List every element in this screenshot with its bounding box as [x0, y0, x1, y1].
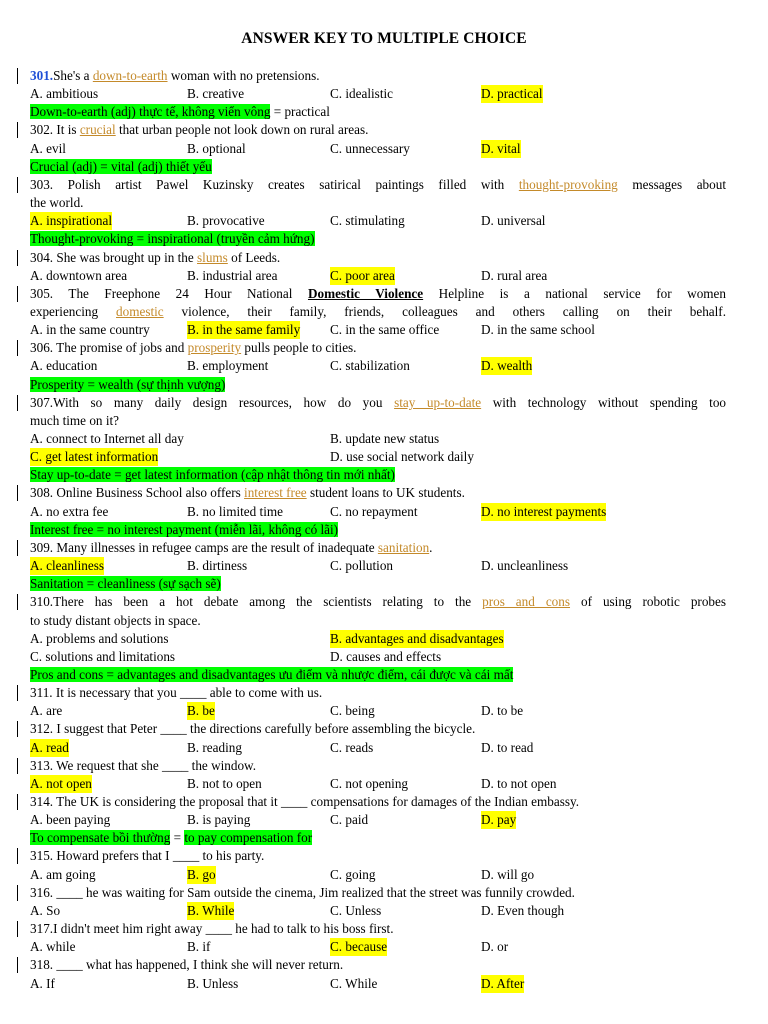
- option: D. will go: [481, 866, 535, 882]
- explanation-highlight: Interest free = no interest payment (miễn lãi, không có lãi): [30, 521, 339, 537]
- option: B. dirtiness: [187, 558, 248, 574]
- question-text: pulls people to cities.: [241, 340, 357, 356]
- question-text: She was brought up in the: [53, 249, 198, 265]
- option: C. solutions and limitations: [30, 648, 176, 664]
- question-margin-bar: [17, 758, 18, 774]
- question-margin-bar: [17, 177, 18, 193]
- options-row: [30, 648, 726, 666]
- question-text: We request that she ____ the window.: [53, 757, 257, 773]
- explanation-text: = practical: [270, 104, 330, 120]
- option: A. are: [30, 703, 63, 719]
- explanation-text: =: [170, 830, 185, 846]
- question-text: of using robotic probes: [570, 594, 726, 610]
- option: B. industrial area: [187, 267, 278, 283]
- correct-option: D. pay: [481, 812, 517, 828]
- question-margin-bar: [17, 122, 18, 138]
- options-row: [30, 321, 726, 339]
- explanation-note: [30, 376, 726, 394]
- explanation-highlight: Thought-provoking = inspirational (truyền cảm hứng): [30, 231, 315, 247]
- question-margin-bar: [17, 594, 18, 610]
- options-row: [30, 85, 726, 103]
- option: A. am going: [30, 866, 96, 882]
- option: B. creative: [187, 86, 245, 102]
- question-margin-bar: [17, 921, 18, 937]
- explanation-note: [30, 103, 726, 121]
- question-number: 301.: [30, 68, 54, 83]
- option: D. causes and effects: [330, 648, 442, 664]
- correct-option: A. inspirational: [30, 213, 113, 229]
- question-keyword: down-to-earth: [92, 68, 168, 83]
- option: D. universal: [481, 213, 546, 229]
- question-number: 317.: [30, 921, 54, 937]
- options-row: [30, 975, 726, 993]
- question-stem: [30, 249, 726, 267]
- option: A. So: [30, 902, 61, 918]
- question-number: 312.: [30, 721, 54, 737]
- question-number: 304.: [30, 249, 54, 265]
- correct-option: D. After: [481, 975, 525, 991]
- option: A. evil: [30, 140, 66, 156]
- question-stem-continued: [30, 412, 726, 430]
- option: C. stabilization: [330, 358, 410, 374]
- question-text: that urban people not look down on rural areas.: [115, 122, 369, 138]
- question-text: to study distant objects in space.: [30, 612, 201, 628]
- question-text: .: [429, 539, 433, 555]
- option: C. being: [330, 703, 375, 719]
- explanation-highlight: Prosperity = wealth (sự thịnh vượng): [30, 376, 226, 392]
- question-text: violence, their family, friends, colleagues and others calling on their behalf.: [163, 303, 726, 319]
- question-margin-bar: [17, 395, 18, 411]
- correct-option: C. because: [330, 939, 388, 955]
- question-text: I didn't meet him right away ____ he had to talk to his boss first.: [53, 921, 394, 937]
- question-number: 308.: [30, 485, 54, 501]
- question-text: She's a: [53, 68, 93, 83]
- question-keyword: domestic: [116, 303, 164, 319]
- question-text: of Leeds.: [227, 249, 281, 265]
- options-row: [30, 267, 726, 285]
- question-text: ____ he was waiting for Sam outside the cinema, Jim realized that the street was funnily crowded.: [53, 884, 575, 900]
- question-text: Polish artist Pawel Kuzinsky creates satirical paintings filled with: [53, 176, 519, 192]
- question-number: 313.: [30, 757, 54, 773]
- question-number: 316.: [30, 884, 54, 900]
- question-stem: [30, 285, 726, 303]
- question-number: 314.: [30, 794, 54, 809]
- question-number: 306.: [30, 340, 54, 356]
- option: B. update new status: [330, 431, 440, 446]
- question-text: the world.: [30, 195, 84, 211]
- question-keyword: sanitation: [377, 539, 430, 555]
- question-stem: [30, 121, 726, 139]
- explanation-highlight: Pros and cons = advantages and disadvantages ưu điểm và nhược điểm, cái được và cái mất: [30, 666, 514, 682]
- option: A. while: [30, 939, 76, 955]
- correct-option: A. cleanliness: [30, 558, 104, 574]
- option: C. unnecessary: [330, 140, 410, 156]
- question-text: The promise of jobs and: [53, 340, 188, 356]
- correct-option: B. While: [187, 902, 235, 918]
- question-text: ____ what has happened, I think she will never return.: [53, 957, 344, 973]
- option: C. Unless: [330, 902, 382, 918]
- question-text: experiencing: [30, 303, 117, 319]
- question-number: 315.: [30, 848, 54, 864]
- option: C. going: [330, 866, 376, 882]
- option: B. employment: [187, 358, 269, 374]
- question-margin-bar: [17, 540, 18, 556]
- correct-option: B. go: [187, 866, 216, 882]
- options-row: [30, 448, 726, 466]
- option: B. if: [187, 939, 211, 955]
- question-number: 302.: [30, 122, 54, 138]
- correct-option: B. advantages and disadvantages: [330, 630, 504, 646]
- option: A. been paying: [30, 812, 111, 828]
- options-row: [30, 866, 726, 884]
- question-text: It is: [53, 122, 80, 138]
- correct-option: B. in the same family: [187, 322, 301, 338]
- question-text: Online Business School also offers: [53, 485, 245, 501]
- question-text: There has been a hot debate among the scientists relating to the: [53, 594, 483, 610]
- question-keyword: prosperity: [187, 340, 242, 356]
- question-stem: [30, 884, 726, 902]
- question-stem: [30, 593, 726, 611]
- question-number: 311.: [30, 685, 53, 701]
- correct-option: C. get latest information: [30, 449, 159, 465]
- option: C. no repayment: [330, 503, 418, 519]
- question-text: messages about: [617, 176, 727, 192]
- question-number: 318.: [30, 957, 54, 973]
- option: B. provocative: [187, 213, 265, 229]
- option: A. education: [30, 358, 98, 374]
- option: D. Even though: [481, 902, 565, 918]
- question-text: with technology without spending too: [481, 394, 727, 410]
- question-stem-continued: [30, 612, 726, 630]
- option: C. stimulating: [330, 213, 405, 229]
- question-text: It is necessary that you ____ able to come with us.: [52, 685, 323, 701]
- correct-option: A. not open: [30, 775, 92, 791]
- explanation-highlight: Down-to-earth (adj) thực tế, không viển vông: [30, 104, 271, 120]
- question-stem-continued: [30, 303, 726, 321]
- question-keyword: Domestic Violence: [307, 285, 424, 301]
- option: D. use social network daily: [330, 449, 474, 465]
- question-keyword: thought-provoking: [518, 176, 618, 192]
- question-stem: [30, 67, 726, 85]
- option: B. optional: [187, 140, 246, 156]
- option: B. Unless: [187, 975, 239, 991]
- option: D. in the same school: [481, 322, 595, 338]
- question-margin-bar: [17, 68, 18, 84]
- option: C. paid: [330, 812, 369, 828]
- options-row: [30, 430, 726, 448]
- question-stem: [30, 847, 726, 865]
- question-text: The Freephone 24 Hour National: [53, 285, 308, 301]
- option: B. is paying: [187, 812, 251, 828]
- option: D. to read: [481, 739, 534, 755]
- correct-option: D. wealth: [481, 358, 533, 374]
- option: C. not opening: [330, 775, 409, 791]
- option: D. uncleanliness: [481, 558, 569, 574]
- explanation-note: [30, 666, 726, 684]
- options-row: [30, 739, 726, 757]
- options-row: [30, 503, 726, 521]
- question-margin-bar: [17, 885, 18, 901]
- question-margin-bar: [17, 721, 18, 737]
- question-number: 307.: [30, 394, 54, 410]
- question-text: woman with no pretensions.: [167, 68, 320, 83]
- question-stem: [30, 757, 726, 775]
- explanation-note: [30, 829, 726, 847]
- options-row: [30, 902, 726, 920]
- question-margin-bar: [17, 250, 18, 266]
- question-margin-bar: [17, 286, 18, 302]
- question-stem: [30, 539, 726, 557]
- option: C. pollution: [330, 558, 394, 574]
- explanation-note: [30, 575, 726, 593]
- explanation-highlight: Crucial (adj) = vital (adj) thiết yếu: [30, 158, 212, 174]
- question-margin-bar: [17, 848, 18, 864]
- explanation-highlight: To compensate bồi thường: [30, 830, 171, 846]
- correct-option: D. practical: [481, 86, 543, 102]
- question-margin-bar: [17, 340, 18, 356]
- option: A. in the same country: [30, 322, 150, 338]
- explanation-highlight: Sanitation = cleanliness (sự sạch sẽ): [30, 576, 221, 592]
- question-stem: [30, 176, 726, 194]
- question-stem: [30, 394, 726, 412]
- option: B. not to open: [187, 775, 262, 791]
- options-row: [30, 630, 726, 648]
- explanation-highlight: Stay up-to-date = get latest information (cập nhật thông tin mới nhất): [30, 467, 395, 483]
- question-stem: [30, 684, 726, 702]
- option: A. problems and solutions: [30, 630, 169, 646]
- question-stem: [30, 956, 726, 974]
- question-text: much time on it?: [30, 412, 119, 428]
- question-keyword: pros and cons: [482, 594, 571, 610]
- question-text: student loans to UK students.: [306, 485, 465, 501]
- explanation-note: [30, 230, 726, 248]
- question-keyword: slums: [197, 249, 228, 265]
- question-number: 310.: [30, 594, 54, 610]
- question-stem: [30, 920, 726, 938]
- question-number: 305.: [30, 285, 54, 301]
- options-row: [30, 140, 726, 158]
- option: C. in the same office: [330, 322, 440, 338]
- option: D. or: [481, 939, 509, 955]
- question-text: I suggest that Peter ____ the directions carefully before assembling the bicycle.: [53, 721, 476, 737]
- option: D. to be: [481, 703, 524, 719]
- question-keyword: stay up-to-date: [394, 394, 482, 410]
- question-margin-bar: [17, 485, 18, 501]
- option: D. rural area: [481, 267, 548, 283]
- options-row: [30, 775, 726, 793]
- question-text: With so many daily design resources, how do you: [53, 394, 395, 410]
- options-row: [30, 557, 726, 575]
- option: C. reads: [330, 739, 374, 755]
- options-row: [30, 212, 726, 230]
- question-keyword: crucial: [79, 122, 116, 138]
- page-title: ANSWER KEY TO MULTIPLE CHOICE: [241, 30, 527, 47]
- correct-option: C. poor area: [330, 267, 395, 283]
- option: A. If: [30, 975, 55, 991]
- question-text: Many illnesses in refugee camps are the result of inadequate: [53, 539, 378, 555]
- option: C. idealistic: [330, 86, 393, 102]
- explanation-highlight: to pay compensation for: [184, 830, 313, 846]
- option: A. no extra fee: [30, 503, 109, 519]
- explanation-note: [30, 521, 726, 539]
- correct-option: A. read: [30, 739, 69, 755]
- option: A. connect to Internet all day: [30, 431, 184, 446]
- correct-option: B. be: [187, 703, 215, 719]
- question-stem-continued: [30, 194, 726, 212]
- question-margin-bar: [17, 685, 18, 701]
- option: C. While: [330, 975, 378, 991]
- option: D. to not open: [481, 775, 557, 791]
- option: B. reading: [187, 739, 242, 755]
- question-stem: [30, 484, 726, 502]
- question-stem: [30, 339, 726, 357]
- options-row: [30, 702, 726, 720]
- question-text: Helpline is a national service for women: [423, 285, 727, 301]
- correct-option: D. no interest payments: [481, 503, 607, 519]
- question-margin-bar: [17, 794, 18, 810]
- correct-option: D. vital: [481, 140, 521, 156]
- question-text: Howard prefers that I ____ to his party.: [53, 848, 265, 864]
- option: A. ambitious: [30, 86, 99, 102]
- question-stem: [30, 793, 726, 811]
- option: B. no limited time: [187, 503, 283, 519]
- options-row: [30, 811, 726, 829]
- question-number: 309.: [30, 539, 54, 555]
- option: A. downtown area: [30, 267, 128, 283]
- options-row: [30, 357, 726, 375]
- question-stem: [30, 720, 726, 738]
- explanation-note: [30, 158, 726, 176]
- explanation-note: [30, 466, 726, 484]
- question-keyword: interest free: [244, 485, 307, 501]
- question-number: 303.: [30, 176, 54, 192]
- question-margin-bar: [17, 957, 18, 973]
- options-row: [30, 938, 726, 956]
- question-text: The UK is considering the proposal that it ____ compensations for damages of the Indian embassy.: [53, 794, 579, 809]
